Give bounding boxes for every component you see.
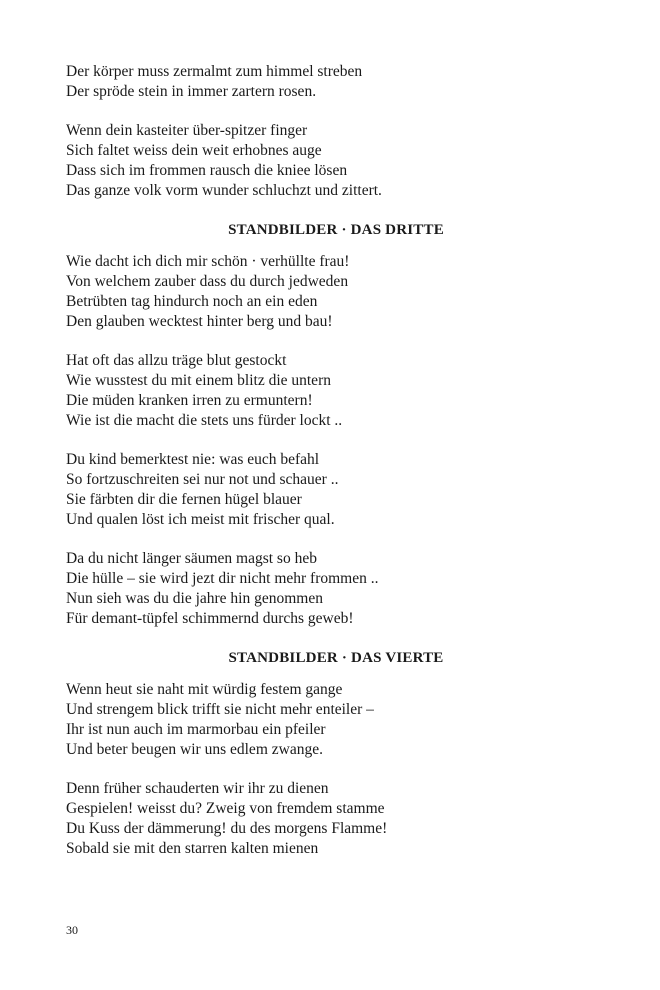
verse-line: Nun sieh was du die jahre hin genommen bbox=[66, 590, 323, 607]
verse-line: Die müden kranken irren zu ermuntern! bbox=[66, 392, 313, 409]
verse-line: Gespielen! weisst du? Zweig von fremdem stamme bbox=[66, 800, 385, 817]
verse-line: Wie ist die macht die stets uns fürder lockt .. bbox=[66, 412, 343, 429]
page-body bbox=[66, 62, 606, 878]
verse-line: Denn früher schauderten wir ihr zu dienen bbox=[66, 780, 329, 797]
verse-line: Sich faltet weiss dein weit erhobnes auge bbox=[66, 142, 322, 159]
verse-line: Ihr ist nun auch im marmorbau ein pfeiler bbox=[66, 721, 326, 738]
verse-line: Die hülle – sie wird jezt dir nicht mehr frommen .. bbox=[66, 570, 379, 587]
verse-line: Hat oft das allzu träge blut gestockt bbox=[66, 352, 287, 369]
stanza bbox=[66, 252, 606, 332]
verse-line: Den glauben wecktest hinter berg und bau! bbox=[66, 313, 333, 330]
verse-line: Sie färbten dir die fernen hügel blauer bbox=[66, 491, 302, 508]
stanza bbox=[66, 62, 606, 102]
verse-line: Das ganze volk vorm wunder schluchzt und zittert. bbox=[66, 182, 382, 199]
stanza bbox=[66, 680, 606, 760]
verse-line: Betrübten tag hindurch noch an ein eden bbox=[66, 293, 318, 310]
verse-line: Sobald sie mit den starren kalten mienen bbox=[66, 840, 319, 857]
verse-line: Und strengem blick trifft sie nicht mehr enteiler – bbox=[66, 701, 374, 718]
verse-line: Für demant-tüpfel schimmernd durchs geweb! bbox=[66, 610, 354, 627]
verse-line: Wenn dein kasteiter über-spitzer finger bbox=[66, 122, 308, 139]
verse-line: Der spröde stein in immer zartern rosen. bbox=[66, 83, 317, 100]
verse-line: Da du nicht länger säumen magst so heb bbox=[66, 550, 317, 567]
verse-line: Und beter beugen wir uns edlem zwange. bbox=[66, 741, 323, 758]
verse-line: So fortzuschreiten sei nur not und schauer .. bbox=[66, 471, 339, 488]
verse-line: Wenn heut sie naht mit würdig festem gange bbox=[66, 681, 343, 698]
verse-line: Wie wusstest du mit einem blitz die untern bbox=[66, 372, 331, 389]
poem-heading: STANDBILDER · DAS VIERTE bbox=[228, 650, 444, 666]
stanza bbox=[66, 549, 606, 629]
stanza bbox=[66, 351, 606, 431]
verse-line: Wie dacht ich dich mir schön · verhüllte frau! bbox=[66, 253, 350, 270]
verse-line: Dass sich im frommen rausch die kniee lösen bbox=[66, 162, 348, 179]
verse-line: Du kind bemerktest nie: was euch befahl bbox=[66, 451, 320, 468]
stanza bbox=[66, 779, 606, 859]
stanza bbox=[66, 450, 606, 530]
verse-line: Und qualen löst ich meist mit frischer qual. bbox=[66, 511, 335, 528]
stanza bbox=[66, 121, 606, 201]
verse-line: Du Kuss der dämmerung! du des morgens Flamme! bbox=[66, 820, 388, 837]
page-number: 30 bbox=[66, 923, 78, 937]
verse-line: Von welchem zauber dass du durch jedweden bbox=[66, 273, 349, 290]
poem-heading: STANDBILDER · DAS DRITTE bbox=[228, 222, 444, 238]
verse-line: Der körper muss zermalmt zum himmel streben bbox=[66, 63, 363, 80]
